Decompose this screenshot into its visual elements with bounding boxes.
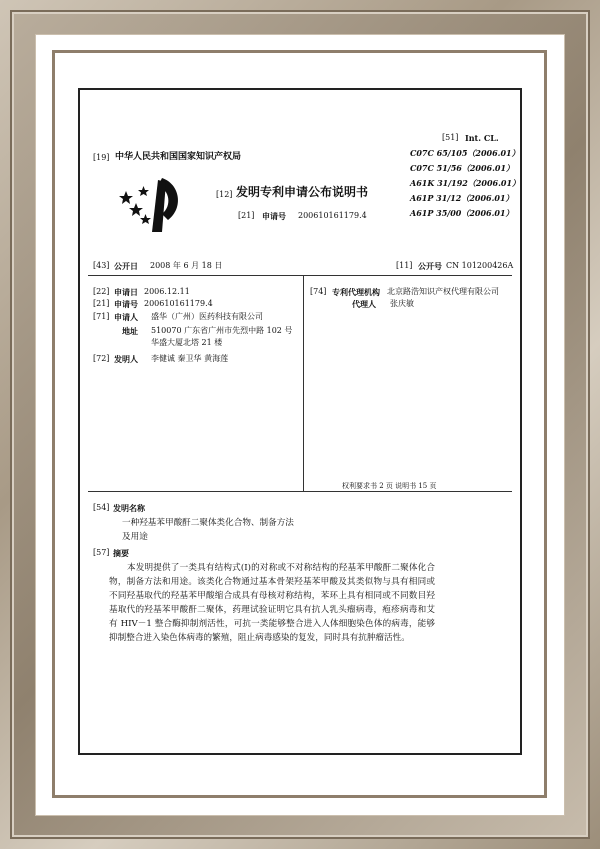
office-logo-icon bbox=[118, 174, 190, 236]
app-no-num: [21] bbox=[93, 299, 110, 308]
address-line1: 510070 广东省广州市先烈中路 102 号 bbox=[151, 326, 293, 335]
pub-date-label: 公开日 bbox=[114, 261, 138, 271]
applicant-label: 申请人 bbox=[114, 312, 138, 322]
filing-date-label: 申请日 bbox=[114, 287, 138, 297]
doc-title: 发明专利申请公布说明书 bbox=[236, 185, 369, 199]
abstract-text: 本发明提供了一类具有结构式(I)的对称或不对称结构的羟基苯甲酸酐二聚体化合物，制备方法和用途。该类化合物通过基本骨架羟基苯甲酸及其类似物与具有相同或不同羟基取代的羟基苯甲酸缩合成具有母核对称结构，苯环上具有相同或不同数目羟基取代的羟基苯甲酸酐二聚体，药理试验证明它具有抗人乳头瘤病毒，疱疹病毒和艾有 HIV－1 整合酶抑制剂活性，可抗一类能够整合进入人体细胞染色体的病毒，能够抑制整合进入染色体病毒的繁殖，阻止病毒感染的复发，同时具有抗肿瘤活性。 bbox=[109, 563, 435, 643]
pub-no-value: CN 101200426A bbox=[446, 261, 514, 270]
office-name: 中华人民共和国国家知识产权局 bbox=[115, 152, 242, 162]
pages-note: 权利要求书 2 页 说明书 15 页 bbox=[342, 482, 437, 490]
app-no-header-num: [21] bbox=[238, 211, 255, 220]
divider bbox=[88, 275, 512, 276]
agent-label: 代理人 bbox=[352, 299, 376, 309]
filing-date-num: [22] bbox=[93, 287, 110, 296]
inventors-num: [72] bbox=[93, 354, 110, 363]
invention-title-line1: 一种羟基苯甲酸酐二聚体类化合物、制备方法 bbox=[122, 518, 294, 528]
filing-date-value: 2006.12.11 bbox=[144, 287, 190, 296]
invention-title-line2: 及用途 bbox=[122, 532, 148, 542]
ipc-label: Int. CL. bbox=[465, 133, 499, 143]
office-num: [19] bbox=[93, 153, 110, 162]
ipc-entry: A61P 31/12（2006.01） bbox=[410, 193, 514, 203]
app-no-header-value: 200610161179.4 bbox=[298, 211, 367, 220]
pub-date-num: [43] bbox=[93, 261, 110, 270]
abstract-num: [57] bbox=[93, 548, 110, 557]
ipc-entry: C07C 51/56（2006.01） bbox=[410, 163, 515, 173]
pub-date-value: 2008 年 6 月 18 日 bbox=[150, 261, 223, 270]
title-label: 发明名称 bbox=[113, 503, 145, 513]
ipc-entry: A61P 35/00（2006.01） bbox=[410, 208, 514, 218]
app-no-header-label: 申请号 bbox=[262, 211, 286, 221]
agency-num: [74] bbox=[310, 287, 327, 296]
doc-type-num: [12] bbox=[216, 190, 233, 199]
address-label: 地址 bbox=[122, 326, 138, 336]
title-num: [54] bbox=[93, 503, 110, 512]
pub-no-num: [11] bbox=[396, 261, 413, 270]
agent-value: 张庆敏 bbox=[390, 299, 414, 308]
app-no-label: 申请号 bbox=[114, 299, 138, 309]
address-line2: 华盛大厦北塔 21 楼 bbox=[151, 338, 223, 347]
inventors-label: 发明人 bbox=[114, 354, 138, 364]
column-divider bbox=[303, 275, 304, 491]
ipc-entry: C07C 65/105（2006.01） bbox=[410, 148, 520, 158]
ipc-entry: A61K 31/192（2006.01） bbox=[410, 178, 521, 188]
pub-no-label: 公开号 bbox=[418, 261, 442, 271]
applicant-num: [71] bbox=[93, 312, 110, 321]
abstract-label: 摘要 bbox=[113, 548, 129, 558]
app-no-value: 200610161179.4 bbox=[144, 299, 213, 308]
patent-document bbox=[78, 88, 522, 755]
ipc-num: [51] bbox=[442, 133, 459, 142]
agency-value: 北京路浩知识产权代理有限公司 bbox=[387, 287, 499, 296]
inventors-value: 李健诚 秦卫华 黄海莲 bbox=[151, 354, 229, 363]
divider bbox=[88, 491, 512, 492]
agency-label: 专利代理机构 bbox=[332, 287, 380, 297]
applicant-value: 盛华（广州）医药科技有限公司 bbox=[151, 312, 263, 321]
